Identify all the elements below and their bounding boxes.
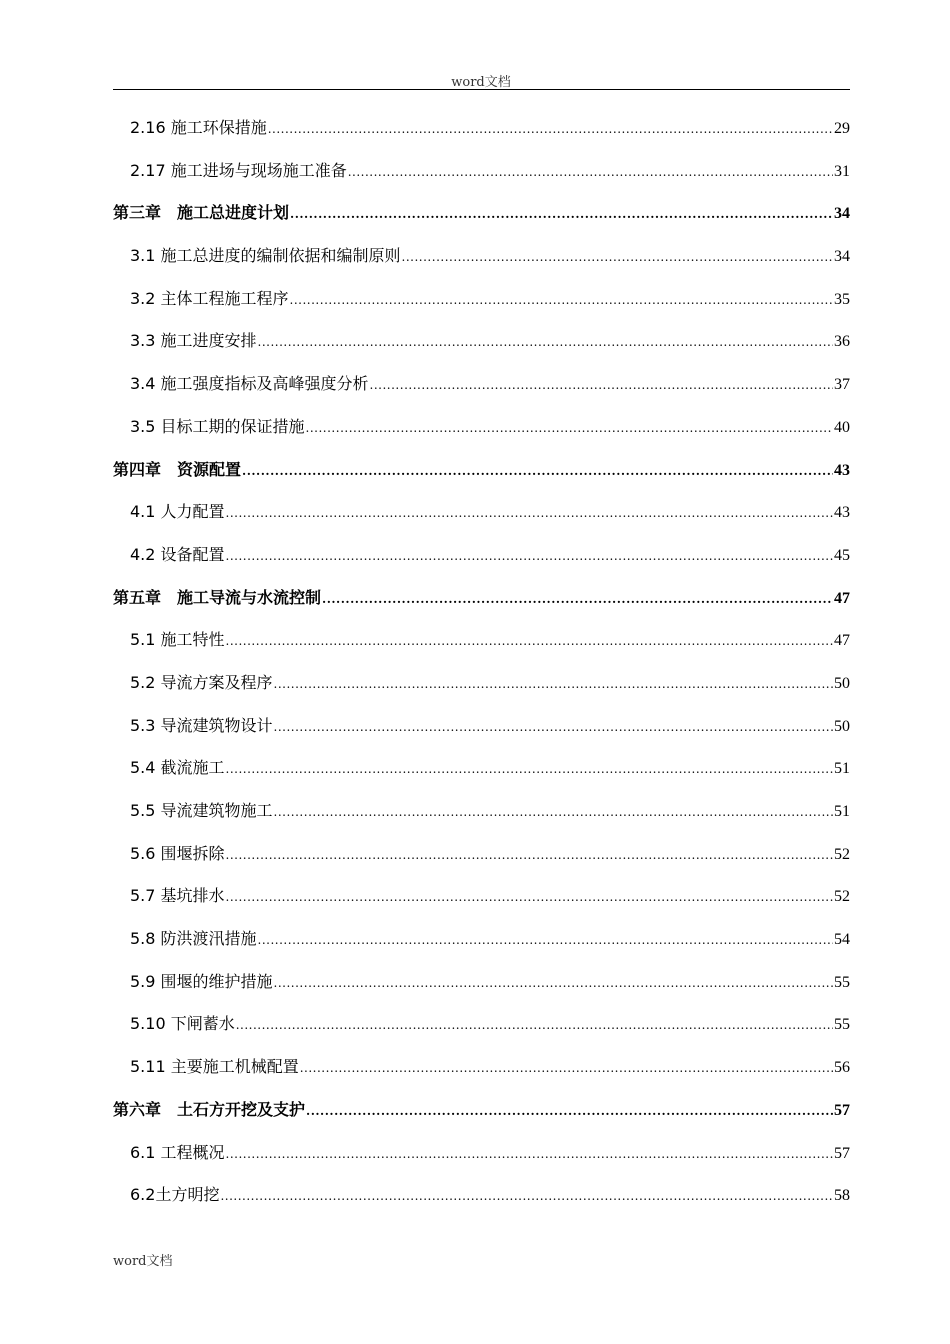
toc-section-entry[interactable]	[113, 1132, 850, 1175]
toc-section-entry[interactable]	[113, 662, 850, 705]
toc-leader-dots	[306, 1090, 833, 1133]
toc-chapter-entry[interactable]	[113, 577, 850, 620]
toc-leader-dots	[226, 834, 833, 877]
toc-leader-dots	[402, 236, 833, 279]
toc-section-entry[interactable]	[113, 363, 850, 406]
toc-entry-title: 5.6 围堰拆除	[130, 843, 225, 863]
toc-entry-title: 5.1 施工特性	[130, 630, 225, 650]
toc-page-number: 43	[834, 504, 850, 522]
toc-entry-title: 5.8 防洪渡汛措施	[130, 929, 257, 949]
toc-page-number: 55	[834, 973, 850, 991]
toc-entry-title: 3.2 主体工程施工程序	[130, 288, 289, 308]
toc-section-entry[interactable]	[113, 320, 850, 363]
toc-leader-dots	[370, 364, 833, 407]
toc-entry-title: 第五章 施工导流与水流控制	[113, 587, 322, 607]
toc-leader-dots	[274, 962, 833, 1005]
toc-page-number: 51	[834, 760, 850, 778]
toc-section-entry[interactable]	[113, 833, 850, 876]
toc-leader-dots	[322, 578, 833, 621]
toc-entry-title: 5.11 主要施工机械配置	[130, 1057, 299, 1077]
toc-entry-title: 5.7 基坑排水	[130, 886, 225, 906]
page-footer: word文档	[113, 1254, 173, 1269]
toc-section-entry[interactable]	[113, 235, 850, 278]
toc-section-entry[interactable]	[113, 534, 850, 577]
toc-page-number: 37	[834, 376, 850, 394]
toc-entry-title: 第三章 施工总进度计划	[113, 203, 290, 223]
page-header: word文档	[451, 75, 511, 90]
toc-leader-dots	[258, 321, 833, 364]
toc-leader-dots	[220, 1175, 833, 1218]
toc-page-number: 35	[834, 290, 850, 308]
toc-page-number: 36	[834, 333, 850, 351]
toc-leader-dots	[226, 1133, 833, 1176]
toc-entry-title: 6.2土方明挖	[130, 1185, 220, 1205]
toc-entry-title: 5.9 围堰的维护措施	[130, 971, 273, 991]
toc-page-number: 52	[834, 888, 850, 906]
toc-section-entry[interactable]	[113, 875, 850, 918]
toc-page-number: 57	[834, 1144, 850, 1162]
toc-section-entry[interactable]	[113, 918, 850, 961]
toc-leader-dots	[306, 407, 833, 450]
toc-leader-dots	[290, 279, 833, 322]
toc-page-number: 29	[834, 120, 850, 137]
toc-leader-dots	[236, 1004, 833, 1047]
toc-page-number: 40	[834, 418, 850, 436]
toc-chapter-entry[interactable]	[113, 1089, 850, 1132]
toc-entry-title: 5.2 导流方案及程序	[130, 672, 273, 692]
toc-entry-title: 3.4 施工强度指标及高峰强度分析	[130, 374, 369, 394]
toc-leader-dots	[274, 791, 833, 834]
toc-page-number: 31	[834, 162, 850, 180]
toc-entry-title: 5.10 下闸蓄水	[130, 1014, 235, 1034]
toc-leader-dots	[226, 620, 833, 663]
toc-leader-dots	[242, 450, 833, 493]
toc-leader-dots	[274, 706, 833, 749]
toc-entry-title: 5.5 导流建筑物施工	[130, 801, 273, 820]
toc-section-entry[interactable]	[113, 1046, 850, 1089]
toc-leader-dots	[300, 1047, 833, 1090]
toc-section-entry[interactable]	[113, 491, 850, 534]
toc-page-number: 47	[834, 632, 850, 650]
toc-leader-dots	[290, 193, 833, 236]
toc-leader-dots	[226, 876, 833, 919]
toc-page-number: 57	[834, 1101, 850, 1119]
toc-entry-title: 4.1 人力配置	[130, 502, 225, 522]
toc-entry-title: 5.4 截流施工	[130, 758, 225, 778]
toc-page-number: 47	[834, 589, 850, 607]
toc-page-number: 50	[834, 674, 850, 692]
toc-page-number: 52	[834, 845, 850, 863]
toc-section-entry[interactable]	[113, 107, 850, 150]
toc-leader-dots	[258, 919, 833, 962]
toc-leader-dots	[226, 748, 833, 791]
toc-section-entry[interactable]	[113, 790, 850, 833]
header-rule	[113, 89, 850, 90]
toc-section-entry[interactable]	[113, 278, 850, 321]
toc-entry-title: 2.16 施工环保措施	[130, 118, 267, 137]
toc-section-entry[interactable]	[113, 705, 850, 748]
toc-page-number: 34	[834, 248, 850, 266]
toc-leader-dots	[226, 535, 833, 578]
toc-entry-title: 6.1 工程概况	[130, 1142, 225, 1162]
toc-section-entry[interactable]	[113, 1174, 850, 1217]
toc-chapter-entry[interactable]	[113, 449, 850, 492]
toc-entry-title: 第六章 土石方开挖及支护	[113, 1099, 306, 1119]
toc-leader-dots	[274, 663, 833, 706]
table-of-contents	[113, 107, 850, 1217]
toc-entry-title: 3.1 施工总进度的编制依据和编制原则	[130, 246, 401, 266]
toc-section-entry[interactable]	[113, 150, 850, 193]
toc-section-entry[interactable]	[113, 1003, 850, 1046]
toc-page-number: 45	[834, 546, 850, 564]
toc-entry-title: 3.3 施工进度安排	[130, 331, 257, 351]
toc-leader-dots	[268, 108, 833, 151]
toc-page-number: 50	[834, 717, 850, 735]
toc-section-entry[interactable]	[113, 406, 850, 449]
toc-entry-title: 3.5 目标工期的保证措施	[130, 416, 305, 436]
toc-section-entry[interactable]	[113, 619, 850, 662]
toc-page-number: 54	[834, 931, 850, 949]
toc-chapter-entry[interactable]	[113, 192, 850, 235]
toc-page-number: 55	[834, 1016, 850, 1034]
toc-section-entry[interactable]	[113, 961, 850, 1004]
toc-page-number: 51	[834, 803, 850, 820]
toc-leader-dots	[226, 492, 833, 535]
toc-page-number: 34	[834, 205, 850, 223]
toc-entry-title: 2.17 施工进场与现场施工准备	[130, 160, 347, 180]
toc-entry-title: 5.3 导流建筑物设计	[130, 715, 273, 735]
toc-entry-title: 第四章 资源配置	[113, 459, 242, 479]
toc-page-number: 43	[834, 461, 850, 479]
toc-section-entry[interactable]	[113, 747, 850, 790]
toc-page-number: 58	[834, 1187, 850, 1205]
toc-page-number: 56	[834, 1059, 850, 1077]
toc-entry-title: 4.2 设备配置	[130, 544, 225, 564]
toc-leader-dots	[348, 151, 833, 194]
